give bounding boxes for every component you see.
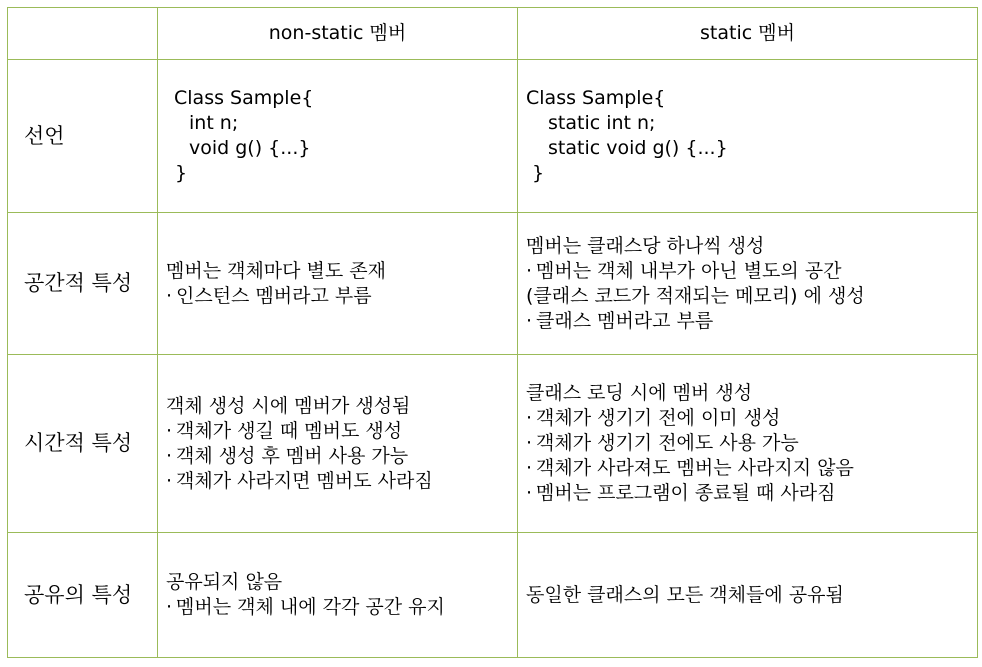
bullet-text: 객체 생성 후 멤버 사용 가능 xyxy=(176,444,409,467)
bullet-icon: · xyxy=(166,469,173,492)
code-line: static int n; xyxy=(548,112,656,134)
main-text: 클래스 로딩 시에 멤버 생성 xyxy=(526,382,753,404)
sharing-row xyxy=(8,533,978,658)
bullet-item xyxy=(166,595,517,620)
bullet-item xyxy=(526,309,977,334)
bullet-text: 멤버는 객체 내에 각각 공간 유지 xyxy=(176,596,445,618)
declaration-row xyxy=(8,60,978,213)
header-static: static 멤버 xyxy=(518,8,978,60)
bullet-icon: · xyxy=(526,309,533,332)
bullet-item xyxy=(166,284,517,309)
time-label: 시간적 특성 xyxy=(8,355,158,533)
bullet-icon: · xyxy=(166,284,173,307)
comparison-table xyxy=(7,7,978,658)
code-line: void g() {...} xyxy=(189,137,311,159)
declaration-nonstatic-cell xyxy=(158,60,518,213)
bullet-item xyxy=(526,456,977,481)
declaration-static-cell xyxy=(518,60,978,213)
bullet-item xyxy=(526,406,977,431)
code-line: int n; xyxy=(189,112,239,134)
space-row xyxy=(8,213,978,355)
bullet-icon: · xyxy=(526,482,533,504)
time-row xyxy=(8,355,978,533)
space-static-cell xyxy=(518,213,978,355)
bullet-icon: · xyxy=(526,259,533,282)
sharing-nonstatic-cell xyxy=(158,533,518,658)
bullet-item xyxy=(526,431,977,456)
bullet-item xyxy=(166,444,517,469)
main-text: 멤버는 객체마다 별도 존재 xyxy=(166,259,387,282)
sharing-label: 공유의 특성 xyxy=(8,533,158,658)
header-empty-cell xyxy=(8,8,158,60)
code-line: } xyxy=(175,162,188,184)
bullet-text: 객체가 생기기 전에도 사용 가능 xyxy=(536,432,799,454)
space-nonstatic-cell xyxy=(158,213,518,355)
bullet-icon: · xyxy=(526,432,533,454)
main-text: 공유되지 않음 xyxy=(166,571,283,593)
bullet-item xyxy=(526,259,977,284)
bullet-text: 멤버는 객체 내부가 아닌 별도의 공간 xyxy=(536,259,842,282)
main-text: 멤버는 클래스당 하나씩 생성 xyxy=(526,234,765,257)
declaration-label: 선언 xyxy=(8,60,158,213)
header-nonstatic: non-static 멤버 xyxy=(158,8,518,60)
bullet-text: 클래스 멤버라고 부름 xyxy=(536,309,714,332)
sharing-static-cell xyxy=(518,533,978,658)
time-nonstatic-cell xyxy=(158,355,518,533)
main-text: 객체 생성 시에 멤버가 생성됨 xyxy=(166,394,411,417)
code-line: } xyxy=(532,162,545,184)
time-static-cell xyxy=(518,355,978,533)
space-label: 공간적 특성 xyxy=(8,213,158,355)
bullet-item xyxy=(526,481,977,506)
bullet-text: 객체가 사라져도 멤버는 사라지지 않음 xyxy=(536,457,854,479)
bullet-text: 객체가 생길 때 멤버도 생성 xyxy=(176,419,403,442)
bullet-icon: · xyxy=(166,444,173,467)
header-row xyxy=(8,8,978,60)
continuation-text: (클래스 코드가 적재되는 메모리) 에 생성 xyxy=(526,284,865,307)
code-line: Class Sample{ xyxy=(174,87,314,109)
bullet-icon: · xyxy=(166,419,173,442)
bullet-text: 인스턴스 멤버라고 부름 xyxy=(176,284,372,307)
main-text: 동일한 클래스의 모든 객체들에 공유됨 xyxy=(526,583,844,606)
bullet-icon: · xyxy=(166,596,173,618)
code-line: Class Sample{ xyxy=(526,87,666,109)
bullet-icon: · xyxy=(526,407,533,429)
bullet-item xyxy=(166,469,517,494)
code-line: static void g() {...} xyxy=(548,137,728,159)
bullet-icon: · xyxy=(526,457,533,479)
bullet-item xyxy=(166,419,517,444)
bullet-text: 객체가 생기기 전에 이미 생성 xyxy=(536,407,781,429)
bullet-text: 객체가 사라지면 멤버도 사라짐 xyxy=(176,469,433,492)
bullet-text: 멤버는 프로그램이 종료될 때 사라짐 xyxy=(536,482,836,504)
